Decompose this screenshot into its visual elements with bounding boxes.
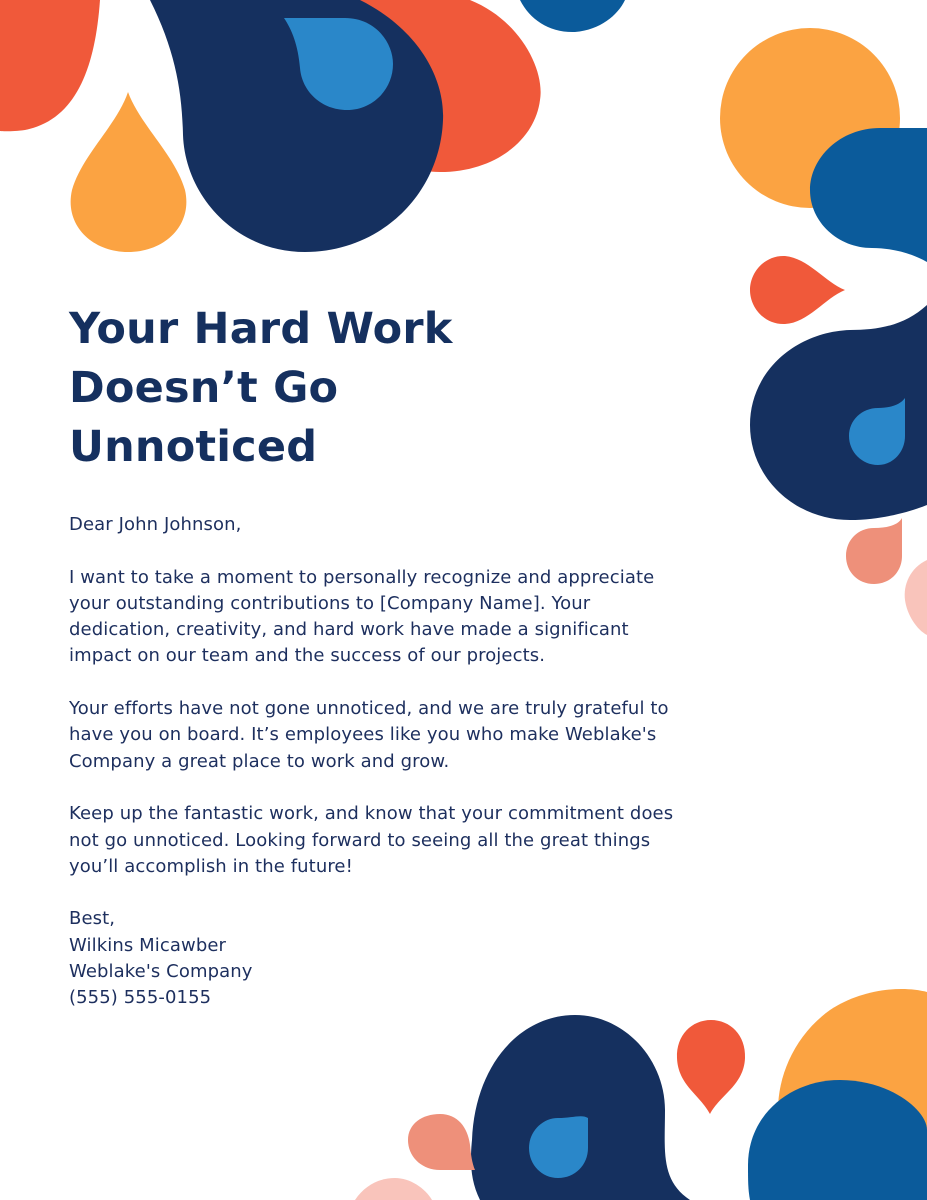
salmon-drop-right [846, 518, 902, 584]
navy-drop-bottom [471, 1015, 690, 1200]
orange-blob-bottom [778, 989, 927, 1200]
blue-bit-top [520, 0, 625, 32]
paragraph-1 [69, 565, 739, 670]
paragraph-line: impact on our team and the success of our projects. [69, 645, 546, 667]
coral-blob-right [355, 0, 541, 172]
orange-circle-right [720, 28, 900, 208]
signature-name: Wilkins Micawber [69, 934, 227, 956]
paragraph-line: not go unnoticed. Looking forward to seeing all the great things [69, 829, 651, 851]
paragraph-line: I want to take a moment to personally recognize and appreciate [69, 566, 655, 588]
salmon-drop-bottom [408, 1114, 475, 1170]
greeting: Dear John Johnson, [69, 514, 242, 535]
sky-drop-bottom [529, 1116, 588, 1178]
page-title [69, 300, 489, 477]
paragraph-line: Company a great place to work and grow. [69, 750, 450, 772]
top-left-decor [0, 0, 625, 252]
pink-drop-right [905, 560, 927, 635]
paragraph-2 [69, 696, 739, 775]
paragraph-line: Keep up the fantastic work, and know that your commitment does [69, 803, 674, 825]
title-line: Unnoticed [69, 422, 318, 472]
paragraph-3 [69, 801, 739, 880]
pink-drop-bottom [355, 1178, 432, 1200]
paragraph-line: your outstanding contributions to [Company Name]. Your [69, 592, 591, 614]
paragraph-line: Your efforts have not gone unnoticed, and we are truly grateful to [69, 698, 669, 720]
paragraph-line: have you on board. It’s employees like you who make Weblake's [69, 724, 657, 746]
paragraph-line: you’ll accomplish in the future! [69, 855, 353, 877]
signature-phone: (555) 555-0155 [69, 987, 212, 1009]
navy-drop-top [150, 0, 443, 252]
coral-blob-left [0, 0, 100, 131]
right-decor [720, 28, 927, 635]
blue-circle-bottom [748, 1080, 927, 1200]
closing: Best, [69, 908, 116, 930]
sky-drop-top [284, 18, 393, 110]
navy-drop-right [750, 305, 927, 520]
sign-off [69, 906, 739, 1011]
signature-company: Weblake's Company [69, 961, 253, 983]
letter-body [69, 512, 739, 1038]
coral-drop-right [750, 256, 845, 324]
blue-drop-right [810, 128, 927, 262]
paragraph-line: dedication, creativity, and hard work have made a significant [69, 619, 629, 641]
title-line: Doesn’t Go [69, 363, 339, 413]
sky-drop-right [849, 398, 905, 465]
orange-drop-top [71, 92, 187, 252]
title-line: Your Hard Work [69, 304, 453, 354]
